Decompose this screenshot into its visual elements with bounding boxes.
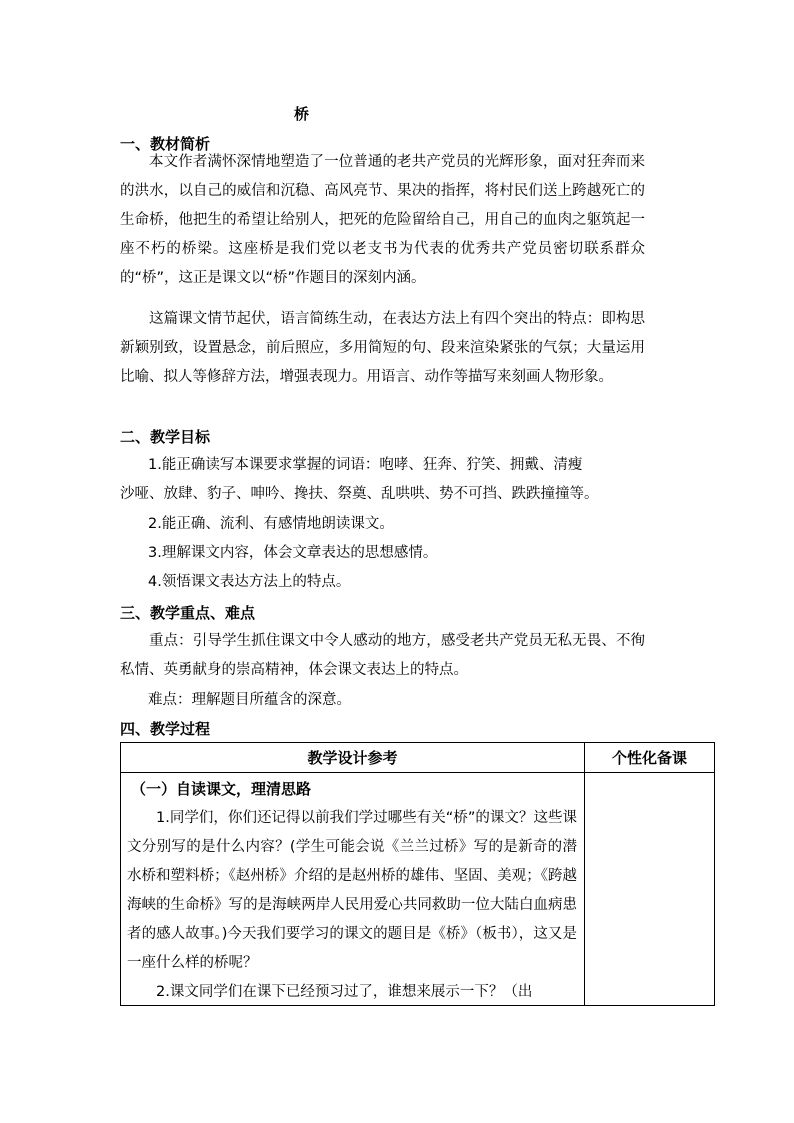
personal-notes-cell [585, 773, 715, 1006]
lesson-title: 桥 [294, 105, 310, 123]
analysis-paragraph-1: 本文作者满怀深情地塑造了一位普通的老共产党员的光辉形象，面对狂奔而来的洪水，以自己的威信和沉稳、高风亮节、果决的指挥，将村民们送上跨越死亡的生命桥，他把生的希望让给别人，把死的危险留给自己，用自己的血肉之躯筑起一座不朽的桥梁。这座桥是我们党以老支书为代表的优秀共产党员密切联系群众的“桥”，这正是课文以“桥”作题目的深刻内涵。 [120, 154, 645, 286]
goal-4: 4.领悟课文表达方法上的特点。 [148, 574, 351, 590]
goal-1-line-1: 1.能正确读写本课要求掌握的词语：咆哮、狂奔、狞笑、拥戴、清瘦 [148, 457, 583, 473]
teaching-process-table [120, 742, 715, 1006]
key-point-paragraph: 重点：引导学生抓住课文中令人感动的地方，感受老共产党员无私无畏、不徇私情、英勇献身的崇高精神，体会课文表达上的特点。 [120, 633, 645, 678]
table-header-personal: 个性化备课 [585, 743, 715, 773]
section-heading-process: 四、教学过程 [120, 720, 211, 738]
difficult-point: 难点：理解题目所蕴含的深意。 [148, 692, 351, 708]
section-heading-goals: 二、教学目标 [120, 428, 211, 446]
goal-2: 2.能正确、流利、有感情地朗读课文。 [148, 516, 394, 532]
table-header-row [121, 743, 715, 773]
design-cell [121, 773, 585, 1006]
process-paragraph-2: 2.课文同学们在课下已经预习过了，谁想来展示一下？（出 [156, 984, 533, 1000]
goal-1-line-2: 沙哑、放肆、豹子、呻吟、搀扶、祭奠、乱哄哄、势不可挡、跌跌撞撞等。 [120, 486, 599, 502]
section-heading-analysis: 一、教材简析 [120, 135, 211, 153]
table-subheading: （一）自读课文，理清思路 [131, 780, 312, 798]
goal-3: 3.理解课文内容，体会文章表达的思想感情。 [148, 545, 438, 561]
section-heading-keypoints: 三、教学重点、难点 [120, 604, 256, 622]
table-row [121, 773, 715, 1006]
analysis-paragraph-2: 这篇课文情节起伏，语言简练生动，在表达方法上有四个突出的特点：即构思新颖别致，设置悬念，前后照应，多用简短的句、段来渲染紧张的气氛；大量运用比喻、拟人等修辞方法，增强表现力。用语言、动作等描写来刻画人物形象。 [120, 311, 645, 385]
process-paragraph-1: 1.同学们，你们还记得以前我们学过哪些有关“桥”的课文？这些课文分别写的是什么内容？(学生可能会说《兰兰过桥》写的是新奇的潜水桥和塑料桥；《赵州桥》介绍的是赵州桥的雄伟、坚固、美观；《跨越海峡的生命桥》写的是海峡两岸人民用爱心共同救助一位大陆白血病患者的感人故事。)今天我们要学习的课文的题目是《桥》（板书），这又是一座什么样的桥呢？ [127, 810, 577, 971]
table-header-design: 教学设计参考 [121, 743, 585, 773]
